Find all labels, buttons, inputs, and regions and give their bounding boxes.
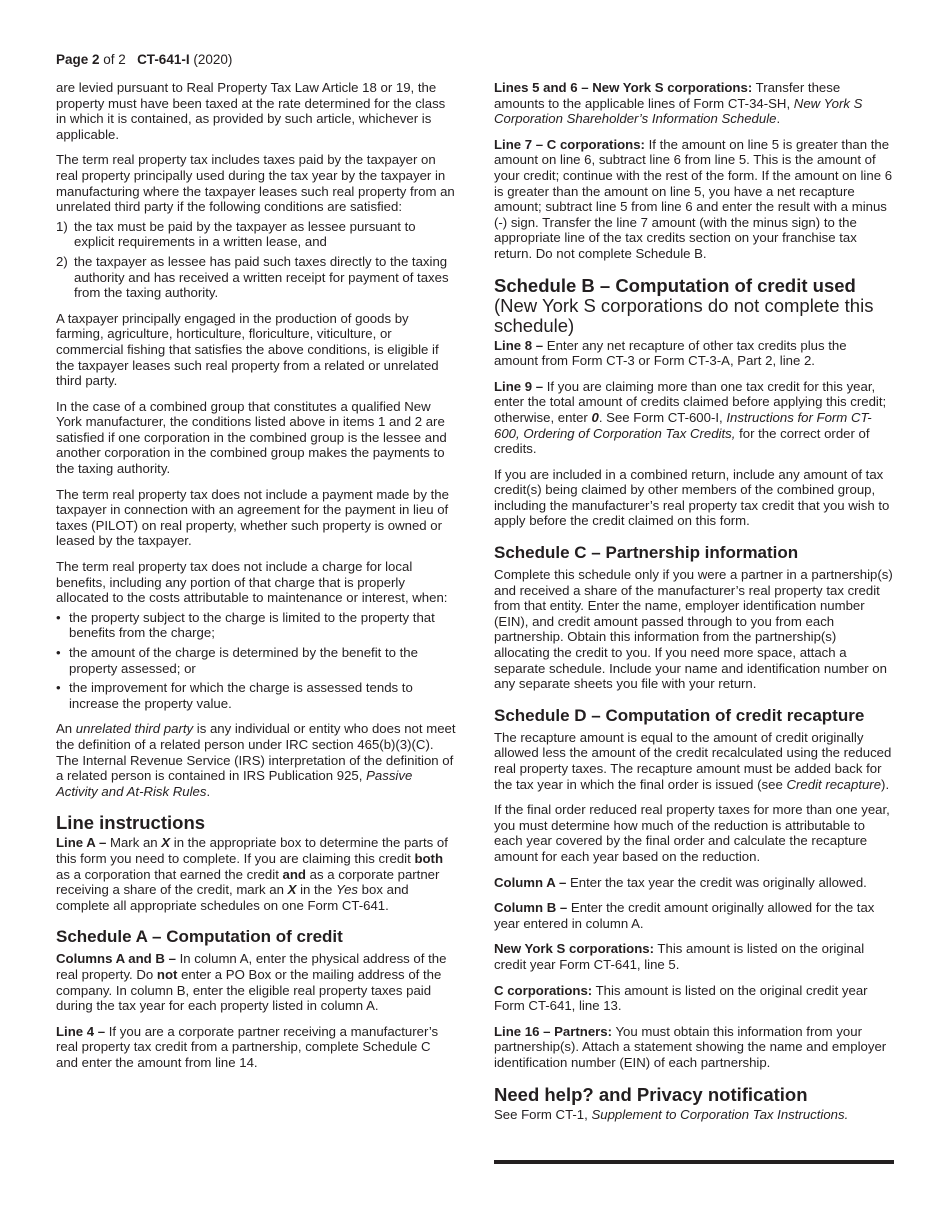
bold-text: not (156, 966, 178, 982)
bold-label: Line 8 – (494, 337, 544, 353)
italic-text: Credit recapture (786, 776, 882, 792)
text: In column A, enter the physical address of the real property. Do (56, 951, 447, 982)
bold-text: and (282, 866, 306, 882)
paragraph (494, 1107, 894, 1123)
paragraph: The term real property tax does not include a charge for local benefits, including any portion of that charge that is properly allocated to the costs attributable to maintenance or interest, when: (56, 559, 448, 606)
bold-label: Line A – (56, 835, 107, 851)
text: box and complete all appropriate schedules on one Form CT-641. (56, 882, 409, 913)
mark-x: X (161, 835, 171, 851)
text: Enter the credit amount originally allowed for the tax year entered in column A. (494, 900, 875, 931)
list-item: • the property subject to the charge is limited to the property that benefits from the charge; (56, 610, 456, 641)
text: Enter the tax year the credit was originally allowed. (566, 874, 867, 890)
page-of: of 2 (99, 52, 138, 67)
bold-text: both (414, 850, 443, 866)
paragraph (494, 875, 894, 891)
text: If the amount on line 5 is greater than the amount on line 6, subtract line 6 from line 5. This is the amount of your credit; continue with the rest of the form. If the amount on line 6 is greater than the amount on line 5, you have a net recapture amount; subtract line 5 from line 6 and enter the result with a minus (-) sign. Transfer the line 7 amount (with the minus sign) to the appropriate line of the tax credits section on your franchise tax return. Do not complete Schedule B. (494, 136, 893, 261)
bold-label: C corporations: (494, 982, 593, 998)
paragraph (494, 730, 894, 792)
heading-note: (New York S corporations do not complete this schedule) (494, 294, 874, 336)
bold-label: Line 7 – C corporations: (494, 136, 645, 152)
page-header (56, 52, 232, 67)
bold-label: Column B – (494, 900, 568, 916)
bottom-rule (494, 1160, 894, 1164)
section-heading (494, 276, 894, 336)
paragraph (494, 137, 894, 262)
paragraph (494, 379, 894, 457)
paragraph (56, 951, 456, 1013)
italic-text: New York S Corporation Shareholder’s Information Schedule (494, 95, 863, 127)
text: in the (296, 882, 337, 898)
text: Mark an (106, 835, 162, 851)
text: is any individual or entity who does not meet the definition of a related person under IRC section 465(b)(3)(C). The Internal Revenue Service (IRS) interpretation of the definition of a related person is contained in IRS Publication 925, (56, 721, 456, 784)
text: Transfer these amounts to the applicable lines of Form CT-34-SH, (494, 80, 841, 111)
text: If you are claiming more than one tax credit for this year, enter the total amount of credits claimed before applying this credit; otherwise, enter (494, 378, 887, 425)
paragraph (56, 721, 456, 799)
paragraph (56, 835, 456, 913)
list-text: the taxpayer as lessee has paid such taxes directly to the taxing authority and has received a written receipt for payment of taxes from the taxing authority. (74, 253, 449, 301)
list-item (56, 254, 456, 301)
paragraph (494, 941, 894, 972)
charges-list (56, 610, 456, 712)
text: ). (881, 776, 890, 792)
left-column (56, 80, 456, 1080)
text: Enter any net recapture of other tax credits plus the amount from Form CT-3 or Form CT-3-A, Part 2, line 2. (494, 337, 847, 369)
paragraph: Complete this schedule only if you were a partner in a partnership(s) and received a share of the manufacturer’s real property tax credit from that entity. Enter the name, employer identification number (EIN), and credit amount passed through to you from each partnership. Obtain this information from the partnership(s) allocating the credit to you. If you need more space, attach a separate schedule. Include your name and identification number on any separate sheets you file with your return. (494, 567, 893, 692)
bold-label: Columns A and B – (56, 951, 176, 967)
section-heading: Line instructions (56, 812, 206, 834)
text: as a corporate partner receiving a share of the credit, mark an (56, 866, 440, 898)
italic-text: Passive Activity and At-Risk Rules (56, 768, 413, 799)
list-item (56, 219, 456, 250)
text: An (56, 721, 76, 737)
text: as a corporation that earned the credit (56, 866, 283, 882)
text: You must obtain this information from your partnership(s). Attach a statement showing the name and employer identification number (EIN) of each partnership. (494, 1023, 887, 1070)
bold-italic-text: 0 (591, 409, 599, 425)
text: in the appropriate box to determine the parts of this form you need to complete. If you are claiming this credit (56, 835, 448, 866)
right-column (494, 80, 894, 1132)
list-text: the tax must be paid by the taxpayer as lessee pursuant to explicit requirements in a written lease, and (74, 218, 416, 250)
bold-label: Lines 5 and 6 – New York S corporations: (494, 80, 753, 95)
text: . (776, 111, 781, 127)
paragraph (494, 338, 894, 369)
text: for the correct order of credits. (494, 425, 870, 457)
section-heading: Schedule C – Partnership information (494, 543, 799, 563)
text: . (206, 783, 211, 799)
list-item: • the improvement for which the charge is assessed tends to increase the property value. (56, 680, 456, 711)
form-id: CT-641-I (137, 52, 190, 67)
italic-text: Instructions for Form CT-600, Ordering of Corporation Tax Credits, (494, 409, 872, 441)
paragraph: A taxpayer principally engaged in the production of goods by farming, agriculture, horticulture, floriculture, viticulture, or commercial fishing that satisfies the above conditions, is eligible if the taxpayer leases such real property from a related or unrelated third party. (56, 310, 439, 389)
list-number: 2) (56, 253, 68, 269)
bold-label: New York S corporations: (494, 941, 654, 957)
form-year: (2020) (189, 52, 233, 67)
heading-text: Schedule B – Computation of credit used (494, 274, 856, 296)
list-number: 1) (56, 218, 68, 234)
paragraph: The term real property tax does not include a payment made by the taxpayer in connection with an agreement for the payment in lieu of taxes (PILOT) on real property, whether such property is owned or leased by the taxpayer. (56, 486, 449, 549)
bold-label: Line 16 – Partners: (494, 1023, 613, 1039)
paragraph: In the case of a combined group that constitutes a qualified New York manufacturer, the conditions listed above in items 1 and 2 are satisfied if one corporation in the combined group is the lessee and another corporation in the combined group makes the payments to the taxing authority. (56, 398, 447, 477)
section-heading: Need help? and Privacy notification (494, 1083, 808, 1105)
text: This amount is listed on the original credit year Form CT-641, line 5. (494, 941, 865, 972)
text: . See Form CT-600-I, (598, 409, 727, 425)
italic-text: unrelated third party (75, 721, 194, 737)
mark-x: X (287, 882, 297, 898)
paragraph (494, 1024, 894, 1071)
paragraph (494, 900, 894, 931)
italic-text: Supplement to Corporation Tax Instructions. (591, 1106, 849, 1122)
paragraph (494, 983, 894, 1014)
conditions-list (56, 219, 456, 301)
italic-text: Yes (336, 882, 359, 898)
text: If you are a corporate partner receiving a manufacturer’s real property tax credit from a partnership, complete Schedule C and enter the amount from line 14. (56, 1023, 439, 1070)
text: See Form CT-1, (494, 1106, 592, 1122)
text: This amount is listed on the original credit year Form CT-641, line 13. (494, 982, 868, 1014)
paragraph (494, 80, 894, 127)
page-label: Page 2 (56, 52, 100, 67)
text: The recapture amount is equal to the amount of credit originally allowed less the amount of the credit recalculated using the reduced real property taxes. The recapture amount must be added back for the tax year in which the final order is issued (see (494, 729, 892, 792)
paragraph: are levied pursuant to Real Property Tax Law Article 18 or 19, the property must have been taxed at the rate determined for the class in which it is contained, as provided by such article, whichever is applicable. (56, 80, 446, 142)
paragraph (56, 1024, 456, 1071)
paragraph: If you are included in a combined return, include any amount of tax credit(s) being claimed by other members of the combined group, including the manufacturer’s real property tax credit that you wish to apply before the credit claimed on this form. (494, 466, 890, 529)
paragraph: If the final order reduced real property taxes for more than one year, you must determine how much of the reduction is attributable to each year covered by the final order and calculate the recapture amount for each year based on the reduction. (494, 802, 890, 864)
section-heading: Schedule D – Computation of credit recapture (494, 705, 865, 725)
section-heading: Schedule A – Computation of credit (56, 927, 343, 947)
bold-label: Column A – (494, 874, 567, 890)
list-item: • the amount of the charge is determined by the benefit to the property assessed; or (56, 645, 456, 676)
text: enter a PO Box or the mailing address of the company. In column B, enter the eligible real property taxes paid during the tax year for each property listed in column A. (56, 966, 442, 1014)
bold-label: Line 9 – (494, 378, 544, 394)
bold-label: Line 4 – (56, 1023, 106, 1039)
paragraph: The term real property tax includes taxes paid by the taxpayer on real property principally used during the tax year by the taxpayer in manufacturing where the taxpayer leases such real property from an unrelated third party if the following conditions are satisfied: (56, 152, 455, 215)
